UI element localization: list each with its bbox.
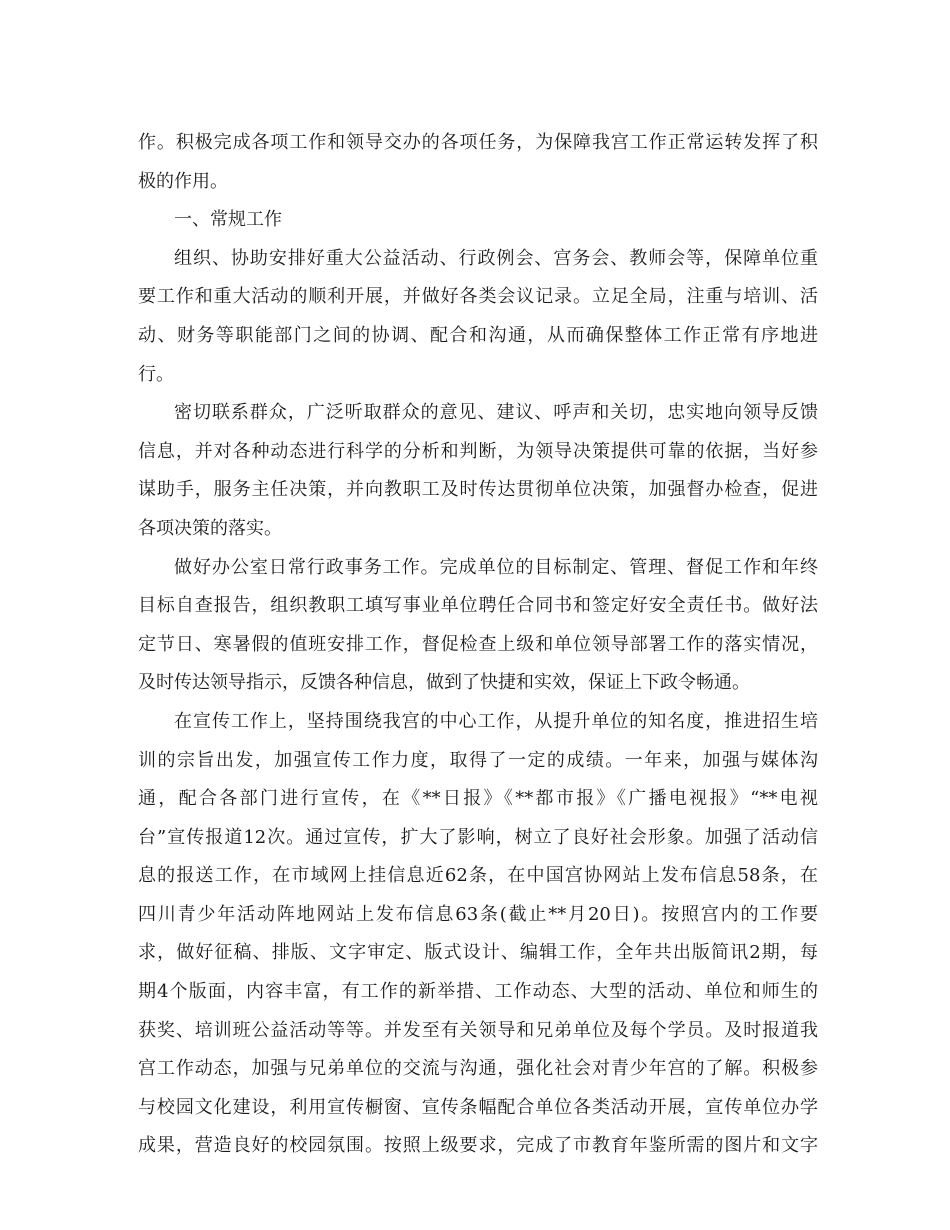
text-line: 一、常规工作 (174, 209, 282, 231)
text-line: 目标自查报告，组织教职工填写事业单位聘任合同书和签定好安全责任书。做好法 (138, 595, 818, 617)
text-line: 获奖、培训班公益活动等等。并发至有关领导和兄弟单位及每个学员。及时报道我 (138, 1019, 818, 1041)
text-line: 信息，并对各种动态进行科学的分析和判断，为领导决策提供可靠的依据，当好参 (138, 440, 818, 462)
text-line: 各项决策的落实。 (138, 517, 282, 539)
text-line: 做好办公室日常行政事务工作。完成单位的目标制定、管理、督促工作和年终 (174, 556, 818, 578)
text-line: 极的作用。 (138, 170, 228, 192)
text-line: 行。 (138, 363, 174, 385)
text-line: 要工作和重大活动的顺利开展，并做好各类会议记录。立足全局，注重与培训、活 (138, 286, 818, 308)
text-line: 组织、协助安排好重大公益活动、行政例会、宫务会、教师会等，保障单位重 (174, 247, 818, 269)
text-line: 训的宗旨出发，加强宣传工作力度，取得了一定的成绩。一年来，加强与媒体沟 (138, 749, 818, 771)
text-line: 成果，营造良好的校园氛围。按照上级要求，完成了市教育年鉴所需的图片和文字 (138, 1135, 818, 1157)
text-line: 与校园文化建设，利用宣传橱窗、宣传条幅配合单位各类活动开展，宣传单位办学 (138, 1096, 818, 1118)
text-line: 四川青少年活动阵地网站上发布信息63条(截止**月20日)。按照宫内的工作要 (138, 903, 818, 925)
text-line: 期4个版面，内容丰富，有工作的新举措、工作动态、大型的活动、单位和师生的 (138, 981, 818, 1003)
text-line: 动、财务等职能部门之间的协调、配合和沟通，从而确保整体工作正常有序地进 (138, 324, 818, 346)
text-line: 及时传达领导指示，反馈各种信息，做到了快捷和实效，保证上下政令畅通。 (138, 672, 750, 694)
text-line: 在宣传工作上，坚持围绕我宫的中心工作，从提升单位的知名度，推进招生培 (174, 710, 818, 732)
text-line: 通，配合各部门进行宣传，在《**日报》《**都市报》《广播电视报》“**电视 (138, 788, 818, 810)
text-line: 密切联系群众，广泛听取群众的意见、建议、呼声和关切，忠实地向领导反馈 (174, 402, 818, 424)
text-line: 息的报送工作，在市域网上挂信息近62条，在中国宫协网站上发布信息58条，在 (138, 865, 818, 887)
text-line: 作。积极完成各项工作和领导交办的各项任务，为保障我宫工作正常运转发挥了积 (138, 132, 818, 153)
text-line: 定节日、寒暑假的值班安排工作，督促检查上级和单位领导部署工作的落实情况， (138, 633, 818, 655)
document-body (138, 124, 818, 1166)
text-line: 求，做好征稿、排版、文字审定、版式设计、编辑工作，全年共出版简讯2期，每 (138, 942, 818, 964)
text-line: 宫工作动态，加强与兄弟单位的交流与沟通，强化社会对青少年宫的了解。积极参 (138, 1058, 818, 1080)
text-line: 台”宣传报道12次。通过宣传，扩大了影响，树立了良好社会形象。加强了活动信 (138, 826, 818, 848)
text-line: 谋助手，服务主任决策，并向教职工及时传达贯彻单位决策，加强督办检查，促进 (138, 479, 818, 501)
